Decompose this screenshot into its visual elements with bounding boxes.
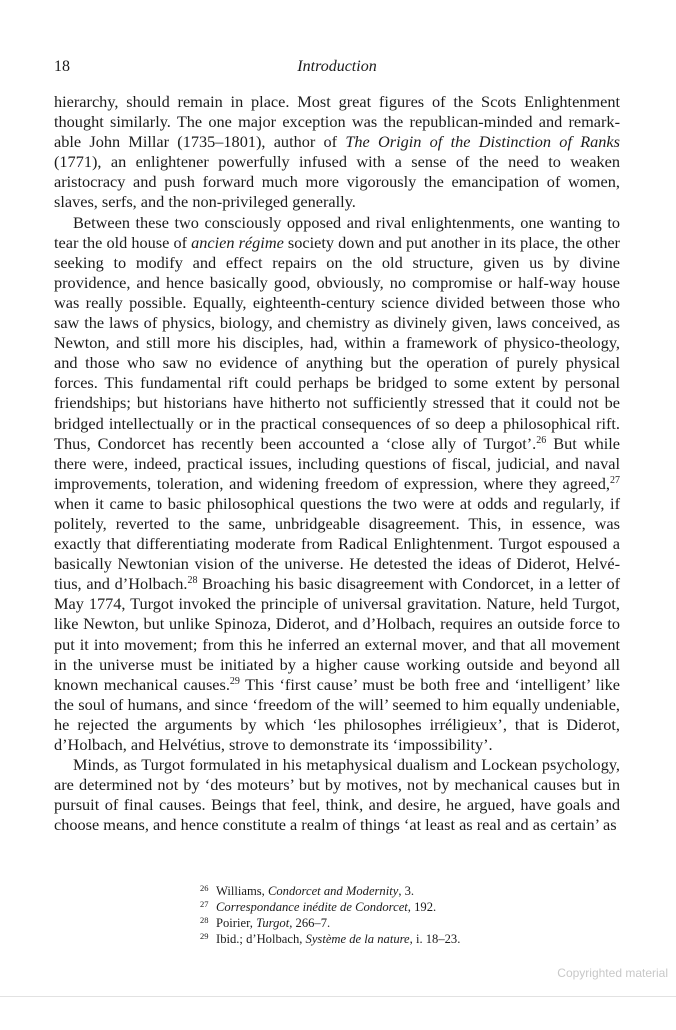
body-text — [54, 92, 620, 835]
footnote-ref[interactable]: 29 — [229, 675, 240, 687]
footnote-title: Turgot — [256, 916, 290, 930]
footnotes — [200, 883, 620, 947]
book-title-italic: The Origin of the Distinction of Ranks — [345, 132, 620, 152]
footnote-title: Condorcet and Modernity — [267, 884, 399, 898]
text-run: (1771), an enlightener powerfully infused with a sense of the need to weaken aristocracy and push forward much more vigorously the emancipation of women, slaves, serfs, and the non-privileged generally. — [54, 152, 620, 212]
footnote-text: , 192. — [407, 900, 437, 914]
paragraph — [54, 213, 620, 756]
text-run: when it came to basic philosophical questions the two were at odds and regularly, if politely, reverted to the same, unbridgeable disagreement. This, in essence, was exactly that differentiating moderate from Radical Enlightenment. Turgot espoused a basically Newtonian vision of the universe. He detested the ideas of Diderot, Helvétius, and d’Holbach. — [54, 493, 620, 594]
footnote-title: Correspondance inédite de Condorcet — [216, 900, 408, 914]
footnote-text: Ibid.; d’Holbach, — [216, 932, 306, 946]
page-number: 18 — [54, 58, 70, 75]
text-run: Between these two consciously opposed and rival enlightenments, one wanting to tear the old house of — [54, 212, 620, 252]
text-run: Broaching his basic disagreement with Condorcet, in a letter of May 1774, Turgot invoked the principle of universal gravitation. Nature, held Turgot, like Newton, but unlike Spinoza, Diderot, and d’Holbach, requires an outside force to put it into movement; from this he inferred an external mover, and that all movement in the universe must be initiated by a higher cause working outside and beyond all known mechanical causes. — [54, 574, 621, 694]
footnote-ref[interactable]: 28 — [187, 575, 198, 587]
footnote: 27 Correspondance inédite de Condorcet, 192. — [200, 899, 437, 914]
footnote-ref[interactable]: 26 — [536, 434, 547, 446]
text-run: hierarchy, should remain in place. Most great figures of the Scots Enlightenment thought similarly. The one major exception was the republican-minded and remarkable John Millar (1735–1801), author of — [54, 92, 620, 152]
footnote-text: , 266–7. — [289, 916, 331, 930]
running-head — [54, 58, 620, 78]
paragraph — [54, 92, 620, 213]
footnote-title: Système de la nature — [305, 932, 410, 946]
footnote-text: , i. 18–23. — [409, 932, 461, 946]
page-divider — [0, 996, 676, 997]
copyright-watermark: Copyrighted material — [557, 966, 668, 980]
footnote: 26 Williams, Condorcet and Modernity, 3. — [200, 883, 415, 898]
footnote: 29 Ibid.; d’Holbach, Système de la nature, i. 18–23. — [200, 931, 461, 946]
footnote-text: Williams, — [216, 884, 268, 898]
footnote-ref[interactable]: 27 — [610, 474, 620, 486]
text-run: Minds, as Turgot formulated in his metaphysical dualism and Lockean psychology, are determined not by ‘des moteurs’ but by motives, not by mechanical causes but in pursuit of final causes. Beings that feel, think, and desire, he argued, have goals and choose means, and hence constitute a realm of things ‘at least as real and as certain’ as — [54, 755, 620, 835]
running-title: Introduction — [297, 58, 377, 75]
text-run: This ‘first cause’ must be both free and ‘intelligent’ like the soul of humans, and since ‘freedom of the will’ seemed to him equally undeniable, he rejected the arguments by which ‘les philosophes irréligieux’, that is Diderot, d’Holbach, and Helvétius, strove to demonstrate its ‘impossibility’. — [54, 674, 620, 754]
text-run: society down and put another in its place, the other seeking to modify and effect repairs on the old structure, given us by divine providence, and hence basically good, obviously, no compromise or half-way house was really possible. Equally, eighteenth-century science divided between those who saw the laws of physics, biology, and chemistry as divinely given, laws conceived, as Newton, and still more his disciples, had, within a framework of physico-theology, and those who saw no evidence of anything but the operation of purely physical forces. This fundamental rift could perhaps be bridged to some extent by personal friendships; but historians have hitherto not sufficiently stressed that it could not be bridged intellectually or in the practical consequences of so deep a philosophical rift. Thus, Condorcet has recently been accounted a ‘close ally of Turgot’. — [54, 232, 620, 453]
footnote-text: , 3. — [398, 884, 415, 898]
footnote-text: Poirier, — [216, 916, 257, 930]
paragraph — [54, 755, 620, 835]
footnote: 28 Poirier, Turgot, 266–7. — [200, 915, 331, 930]
italic-phrase: ancien régime — [191, 232, 284, 252]
text-run: But while there were, indeed, practical issues, including questions of fiscal, judicial, and naval improvements, toleration, and widening freedom of expression, where they agreed, — [54, 433, 621, 493]
